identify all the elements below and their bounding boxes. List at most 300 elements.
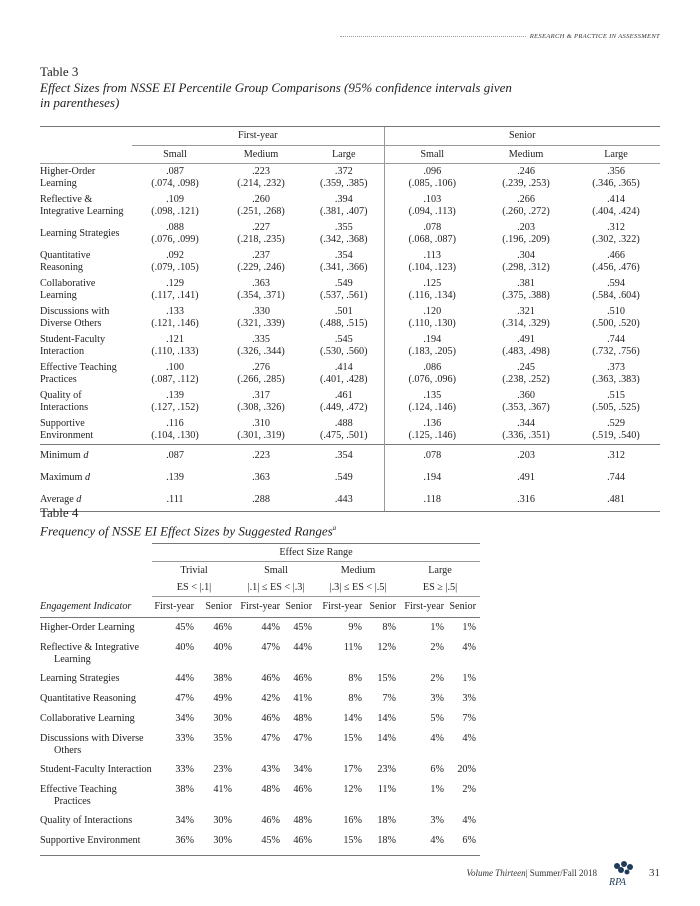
table3-cell [218, 360, 304, 388]
table3-effect-size: .135 [423, 390, 442, 401]
table3-cell [218, 164, 304, 193]
table4-cell: 12% [377, 642, 396, 653]
table3-cell [132, 220, 218, 248]
table4-cell: 47% [261, 642, 280, 653]
table3-confidence-interval: (.124, .146) [408, 402, 457, 413]
table4-cell: 47% [261, 733, 280, 744]
table3-confidence-interval: (.196, .209) [502, 234, 550, 245]
table3-cell [132, 388, 218, 416]
table4-stub-blank [40, 544, 152, 562]
table4-cell: 34% [175, 815, 194, 826]
table3-effect-size: .360 [517, 390, 535, 401]
footer-issue: | Summer/Fall 2018 [525, 868, 597, 878]
table3-summary-cell: .223 [218, 445, 304, 468]
table3-effect-size: .414 [334, 362, 353, 373]
table3-effect-size: .125 [423, 278, 442, 289]
table4-row [40, 760, 480, 780]
table3-effect-size: .078 [423, 222, 442, 233]
table3-row [40, 192, 660, 220]
table4-cell: 8% [348, 693, 362, 704]
table3-row-label [40, 164, 132, 193]
table3-confidence-interval: (.239, .253) [502, 178, 550, 189]
table3-summary-cell: .087 [132, 445, 218, 468]
table3-row [40, 220, 660, 248]
table4-cell: 34% [293, 764, 312, 775]
table3-confidence-interval: (.218, .235) [237, 234, 285, 245]
table3-confidence-interval: (.076, .099) [151, 234, 199, 245]
table3-cell [572, 332, 660, 360]
table3-summary-cell: .481 [572, 489, 660, 512]
table3-summary-cell: .316 [480, 489, 572, 512]
table3-row-label-line: Supportive [40, 418, 85, 429]
table3-cell [304, 248, 384, 276]
table3-confidence-interval: (.519, .540) [592, 430, 640, 441]
table4-cell: 36% [152, 831, 198, 856]
table3-row-label [40, 360, 132, 388]
rpa-logo-icon [603, 858, 643, 888]
table4-col-header: First-year [316, 597, 366, 618]
table4-label: Table 4 [40, 505, 79, 520]
table4-cell: 42% [261, 693, 280, 704]
table3-confidence-interval: (.353, .367) [502, 402, 550, 413]
table3-effect-size: .120 [423, 306, 442, 317]
table3-cell [218, 276, 304, 304]
table3-row [40, 304, 660, 332]
table3-row-label-line: Student-Faculty [40, 334, 106, 345]
table3-effect-size: .356 [607, 166, 625, 177]
table4-cell: 6% [430, 764, 444, 775]
table4-stub-blank [40, 579, 152, 597]
table4-cell: 9% [348, 622, 362, 633]
table3-effect-size: .488 [334, 418, 353, 429]
table3-cell [304, 164, 384, 193]
table4-cell: 15% [343, 733, 362, 744]
table3-cell [384, 388, 480, 416]
table4-cell: 46% [261, 713, 280, 724]
table3-effect-size: .466 [607, 250, 625, 261]
table4-range-name: Small [264, 564, 288, 576]
table3-cell [480, 388, 572, 416]
table3-cell [572, 416, 660, 445]
table4-row [40, 831, 480, 856]
table3-group-first-year: First-year [132, 127, 384, 146]
table3-cell [218, 416, 304, 445]
table3-effect-size: .223 [252, 166, 270, 177]
table3-effect-size: .246 [517, 166, 535, 177]
table4-cell: 44% [175, 673, 194, 684]
table3-effect-size: .304 [517, 250, 535, 261]
table3-confidence-interval: (.308, .326) [237, 402, 285, 413]
table3-row-label [40, 276, 132, 304]
table4-row-label: Reflective & Integrative Learning [40, 642, 139, 665]
table4-cell: 46% [293, 784, 312, 795]
table3-cell [218, 304, 304, 332]
table3-effect-size: .113 [423, 250, 441, 261]
table3-summary-row [40, 445, 660, 468]
table4-cell: 4% [400, 831, 448, 856]
table3-confidence-interval: (.475, .501) [319, 430, 368, 441]
table3-subheader-row [40, 146, 660, 164]
table3-cell [384, 248, 480, 276]
table4-cell: 43% [261, 764, 280, 775]
table3-confidence-interval: (.381, .407) [319, 206, 368, 217]
table4-cell: 11% [377, 784, 396, 795]
table3-confidence-interval: (.238, .252) [502, 374, 550, 385]
table4-cell: 14% [377, 713, 396, 724]
table4-cell: 45% [293, 622, 312, 633]
table4-cell: 2% [430, 673, 444, 684]
table4-cell: 14% [343, 713, 362, 724]
table4 [40, 543, 480, 856]
table4-cell: 41% [213, 784, 232, 795]
table3-confidence-interval: (.251, .268) [237, 206, 285, 217]
table4-cell: 2% [430, 642, 444, 653]
table4-cell: 4% [430, 733, 444, 744]
table3-cell [218, 192, 304, 220]
table3-effect-size: .510 [607, 306, 625, 317]
table3-effect-size: .260 [252, 194, 270, 205]
table3-summary-label-text: Maximum [40, 472, 85, 483]
table3-row [40, 416, 660, 445]
table3-row [40, 248, 660, 276]
table4-cell: 18% [366, 831, 400, 856]
table3-row [40, 164, 660, 193]
table3-confidence-interval: (.530, .560) [319, 346, 368, 357]
table3-confidence-interval: (.076, .096) [408, 374, 457, 385]
table4-cell: 41% [293, 693, 312, 704]
table3-cell [480, 304, 572, 332]
table3-cell [384, 164, 480, 193]
table4-cell: 17% [343, 764, 362, 775]
table3-summary-cell: .363 [252, 472, 270, 483]
table4-cell: 48% [293, 713, 312, 724]
table4-cell: 20% [457, 764, 476, 775]
table3-summary-label-symbol: d [83, 450, 89, 461]
table3-summary-cell: .194 [384, 467, 480, 489]
table3-effect-size: .549 [334, 278, 353, 289]
table4-col-header: First-year [236, 597, 284, 618]
table3-effect-size: .354 [334, 250, 353, 261]
table3-cell [572, 220, 660, 248]
table3-row-label-line: Collaborative [40, 278, 96, 289]
table3-row-label-line: Integrative Learning [40, 206, 124, 217]
table3-summary-cell: .354 [304, 445, 384, 468]
table3-cell [304, 332, 384, 360]
table3-cell [480, 276, 572, 304]
table3-cell [384, 220, 480, 248]
table4-row-label: Supportive Environment [40, 831, 152, 856]
table3-row-label [40, 304, 132, 332]
table4-row [40, 729, 480, 760]
table3-confidence-interval: (.068, .087) [408, 234, 457, 245]
table4-cell: 46% [284, 831, 316, 856]
table3-effect-size: .317 [252, 390, 270, 401]
table3-row [40, 276, 660, 304]
table3-row-label-line: Interaction [40, 346, 85, 357]
table3-confidence-interval: (.505, .525) [592, 402, 640, 413]
table4-cell: 23% [213, 764, 232, 775]
table3-cell [304, 220, 384, 248]
table3-row [40, 332, 660, 360]
table4-cell: 47% [175, 693, 194, 704]
table4-cell: 48% [261, 784, 280, 795]
table3-cell [218, 332, 304, 360]
table3-summary-cell: .118 [384, 489, 480, 512]
table3-effect-size: .344 [517, 418, 535, 429]
table3-effect-size: .414 [607, 194, 625, 205]
table3-confidence-interval: (.125, .146) [408, 430, 457, 441]
table4-cell: 2% [462, 784, 476, 795]
table4-range-criterion: |.3| ≤ ES < |.5| [316, 579, 400, 597]
table3-cell [480, 360, 572, 388]
table4-row [40, 689, 480, 709]
table3-confidence-interval: (.094, .113) [408, 206, 456, 217]
table4-cell: 38% [175, 784, 194, 795]
table3-confidence-interval: (.214, .232) [237, 178, 285, 189]
table4-column-header-row [40, 597, 480, 618]
table4-cell: 4% [462, 642, 476, 653]
table3-summary-label-symbol: d [85, 472, 91, 483]
table3-effect-size: .139 [166, 390, 184, 401]
table3-effect-size: .529 [607, 418, 625, 429]
table4-range-criterion: |.1| ≤ ES < |.3| [236, 579, 316, 597]
table4-cell: 33% [175, 733, 194, 744]
table4-cell: 40% [175, 642, 194, 653]
table4-row [40, 709, 480, 729]
table3-effect-size: .310 [252, 418, 270, 429]
table3-summary-label-text: Average [40, 494, 77, 505]
table3-effect-size: .501 [334, 306, 353, 317]
table3-col-header: Small [132, 146, 218, 164]
table3-cell [132, 164, 218, 193]
table3-cell [480, 416, 572, 445]
table3-confidence-interval: (.354, .371) [237, 290, 285, 301]
table3-summary-cell: .549 [334, 472, 353, 483]
table4-cell: 15% [377, 673, 396, 684]
table3-cell [132, 276, 218, 304]
table3-confidence-interval: (.298, .312) [502, 262, 550, 273]
table4-cell: 47% [293, 733, 312, 744]
table3-row-label-line: Quality of [40, 390, 82, 401]
table3-cell [218, 248, 304, 276]
table4-cell: 44% [293, 642, 312, 653]
table3-group-header-row [40, 127, 660, 146]
table4-cell: 35% [213, 733, 232, 744]
table3 [40, 126, 660, 512]
table3-label: Table 3 [40, 64, 79, 79]
table4-row-label: Higher-Order Learning [40, 622, 135, 633]
table3-row-label-line: Learning Strategies [40, 228, 120, 239]
table3-confidence-interval: (.346, .365) [592, 178, 640, 189]
table3-summary-row [40, 467, 660, 489]
table4-row-label: Effective Teaching Practices [40, 784, 117, 807]
table4-cell: 5% [430, 713, 444, 724]
table3-cell [384, 276, 480, 304]
table4-cell: 4% [462, 733, 476, 744]
table3-cell [480, 192, 572, 220]
table3-confidence-interval: (.087, .112) [151, 374, 199, 385]
table4-stub-header-text: Engagement Indicator [40, 600, 132, 612]
table3-title: Effect Sizes from NSSE EI Percentile Group Comparisons (95% confidence intervals given in parentheses) [40, 80, 512, 110]
table3-effect-size: .372 [334, 166, 353, 177]
table3-cell [304, 388, 384, 416]
table3-confidence-interval: (.404, .424) [592, 206, 640, 217]
table3-cell [132, 360, 218, 388]
table3-row [40, 360, 660, 388]
table4-range-criterion-row [40, 579, 480, 597]
table3-effect-size: .100 [166, 362, 184, 373]
table3-effect-size: .103 [423, 194, 442, 205]
table4-col-header: First-year [400, 597, 448, 618]
table3-summary-cell: .443 [304, 489, 384, 512]
table3-confidence-interval: (.401, .428) [319, 374, 368, 385]
table3-row-label-line: Practices [40, 374, 77, 385]
table3-effect-size: .136 [423, 418, 442, 429]
table4-cell: 1% [462, 673, 476, 684]
table3-confidence-interval: (.326, .344) [237, 346, 285, 357]
table4-col-header: Senior [366, 597, 400, 618]
table3-confidence-interval: (.488, .515) [319, 318, 368, 329]
table4-cell: 30% [213, 815, 232, 826]
table3-confidence-interval: (.110, .130) [408, 318, 456, 329]
table3-confidence-interval: (.104, .130) [151, 430, 199, 441]
table3-cell [480, 220, 572, 248]
table3-effect-size: .744 [607, 334, 625, 345]
table3-confidence-interval: (.074, .098) [151, 178, 199, 189]
table4-row-label: Discussions with Diverse Others [40, 733, 144, 756]
table3-effect-size: .133 [166, 306, 184, 317]
table3-cell [304, 416, 384, 445]
table3-effect-size: .203 [517, 222, 535, 233]
table3-row-label [40, 416, 132, 445]
table3-summary-label [40, 467, 132, 489]
table3-effect-size: .515 [607, 390, 625, 401]
table4-cell: 1% [430, 622, 444, 633]
table3-col-header: Medium [218, 146, 304, 164]
table3-cell [572, 388, 660, 416]
table4-spanner: Effect Size Range [152, 544, 480, 562]
table3-cell [384, 332, 480, 360]
table4-range-criterion: ES < |.1| [152, 579, 236, 597]
table3-effect-size: .194 [423, 334, 442, 345]
table3-effect-size: .373 [607, 362, 625, 373]
table4-cell: 48% [293, 815, 312, 826]
table3-effect-size: .116 [166, 418, 184, 429]
table3-effect-size: .594 [607, 278, 625, 289]
table3-effect-size: .321 [517, 306, 535, 317]
table4-cell: 40% [213, 642, 232, 653]
table3-cell [480, 248, 572, 276]
table4-row [40, 780, 480, 811]
table3-confidence-interval: (.116, .134) [408, 290, 456, 301]
table3-row-label [40, 248, 132, 276]
dotted-leader [340, 36, 526, 37]
table3-cell [384, 360, 480, 388]
table3-cell [572, 164, 660, 193]
table4-row-label: Learning Strategies [40, 673, 120, 684]
table3-effect-size: .121 [166, 334, 184, 345]
table4-row [40, 638, 480, 669]
table3-confidence-interval: (.266, .285) [237, 374, 285, 385]
table4-col-header: Senior [448, 597, 480, 618]
table4-row [40, 811, 480, 831]
table3-row-label [40, 332, 132, 360]
table4-row-label: Quality of Interactions [40, 815, 133, 826]
table4-cell: 7% [382, 693, 396, 704]
table4-cell: 46% [261, 673, 280, 684]
running-head [340, 33, 660, 40]
table3-stub-blank [40, 127, 132, 146]
table3-confidence-interval: (.363, .383) [592, 374, 640, 385]
table3-summary-label-text: Minimum [40, 450, 84, 461]
table3-confidence-interval: (.449, .472) [319, 402, 368, 413]
table3-effect-size: .092 [166, 250, 184, 261]
table3-effect-size: .237 [252, 250, 270, 261]
table3-row-label [40, 388, 132, 416]
table3-summary-cell: .203 [480, 445, 572, 468]
table4-col-header: Senior [284, 597, 316, 618]
table4-col-header: Senior [198, 597, 236, 618]
table3-cell [572, 304, 660, 332]
table3-row-label-line: Discussions with [40, 306, 110, 317]
table3-row-label-line: Effective Teaching [40, 362, 117, 373]
table3-cell [304, 276, 384, 304]
table3-confidence-interval: (.301, .319) [237, 430, 285, 441]
table3-effect-size: .355 [334, 222, 353, 233]
table4-cell: 8% [382, 622, 396, 633]
table3-confidence-interval: (.079, .105) [151, 262, 199, 273]
table3-effect-size: .086 [423, 362, 442, 373]
table3-effect-size: .129 [166, 278, 184, 289]
table4-stub-header [40, 597, 152, 618]
table4-cell: 45% [236, 831, 284, 856]
table4-cell: 38% [213, 673, 232, 684]
table4-range-name: Trivial [180, 564, 208, 576]
table4-cell: 33% [175, 764, 194, 775]
table4-col-header: First-year [152, 597, 198, 618]
table3-cell [132, 248, 218, 276]
table4-cell: 46% [261, 815, 280, 826]
table3-confidence-interval: (.098, .121) [151, 206, 199, 217]
table3-cell [480, 164, 572, 193]
table4-cell: 30% [213, 713, 232, 724]
table3-row-label [40, 220, 132, 248]
table3-summary-cell: .312 [572, 445, 660, 468]
table4-cell: 4% [462, 815, 476, 826]
table3-confidence-interval: (.341, .366) [319, 262, 368, 273]
table3-effect-size: .088 [166, 222, 184, 233]
table3-cell [572, 192, 660, 220]
page-footer [466, 858, 660, 888]
table3-cell [304, 192, 384, 220]
table3-cell [132, 192, 218, 220]
table3-row-label-line: Environment [40, 430, 94, 441]
table4-cell: 6% [448, 831, 480, 856]
table3-confidence-interval: (.321, .339) [237, 318, 285, 329]
table3-effect-size: .330 [252, 306, 270, 317]
table3-row-label-line: Higher-Order [40, 166, 96, 177]
table3-confidence-interval: (.456, .476) [592, 262, 640, 273]
table4-stub-blank [40, 562, 152, 580]
table3-confidence-interval: (.104, .123) [408, 262, 457, 273]
table3-effect-size: .276 [252, 362, 270, 373]
table4-row-label: Student-Faculty Interaction [40, 764, 152, 775]
table3-summary-cell: .078 [384, 445, 480, 468]
table3-summary-cell: .744 [607, 472, 625, 483]
table3-confidence-interval: (.314, .329) [502, 318, 550, 329]
table3-confidence-interval: (.359, .385) [319, 178, 368, 189]
table4-spanner-row [40, 544, 480, 562]
